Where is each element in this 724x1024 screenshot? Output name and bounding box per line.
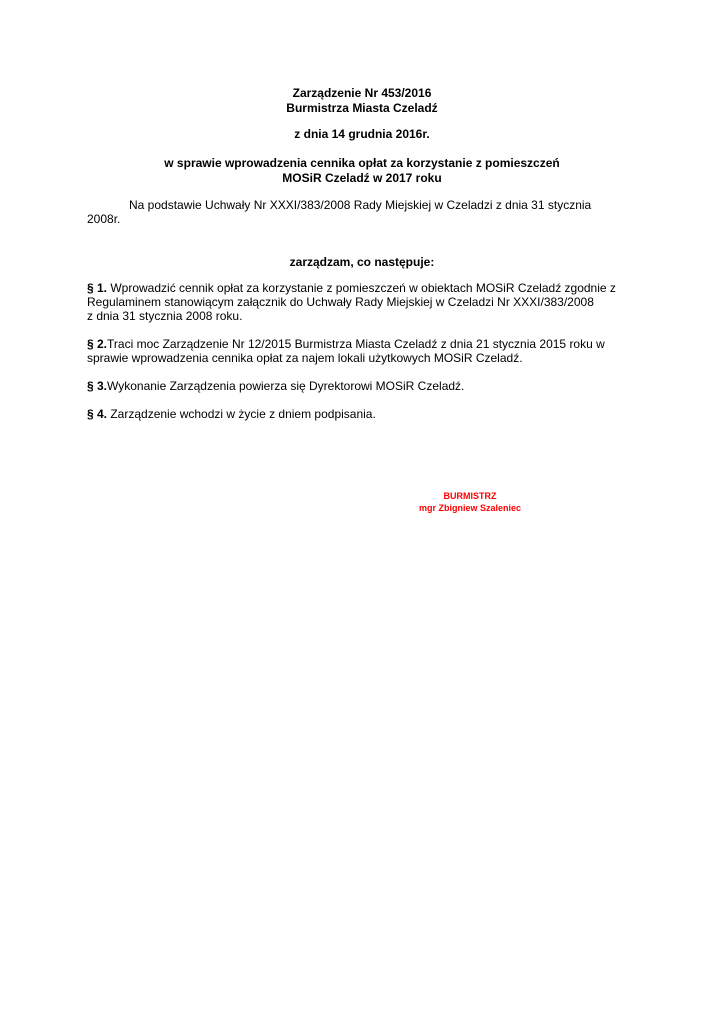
section-1-line3: z dnia 31 stycznia 2008 roku. (87, 309, 243, 323)
section-4-text: Zarządzenie wchodzi w życie z dniem podpisania. (107, 407, 376, 421)
section-2-label: § 2. (87, 337, 108, 351)
document-subject-line2: MOSiR Czeladź w 2017 roku (282, 171, 442, 185)
signature-name: mgr Zbigniew Szaleniec (418, 503, 522, 513)
section-3-label: § 3. (87, 379, 108, 393)
signature-title: BURMISTRZ (443, 491, 497, 501)
section-1 (87, 281, 647, 323)
section-1-text: Wprowadzić cennik opłat za korzystanie z pomieszczeń w obiektach MOSiR Czeladź zgodnie z (107, 281, 616, 295)
signature-block (400, 490, 540, 514)
section-2-line2: sprawie wprowadzenia cennika opłat za najem lokali użytkowych MOSiR Czeladź. (87, 351, 523, 365)
section-2-text: Traci moc Zarządzenie Nr 12/2015 Burmistrza Miasta Czeladź z dnia 21 stycznia 2015 roku w (107, 337, 605, 351)
section-4-label: § 4. (87, 407, 108, 421)
section-3-text: Wykonanie Zarządzenia powierza się Dyrektorowi MOSiR Czeladź. (107, 379, 465, 393)
section-1-label: § 1. (87, 281, 108, 295)
section-4 (87, 407, 647, 421)
document-date: z dnia 14 grudnia 2016r. (294, 127, 430, 141)
preamble-line1: Na podstawie Uchwały Nr XXXI/383/2008 Rady Miejskiej w Czeladzi z dnia 31 stycznia (129, 198, 592, 212)
document-subject-line1: w sprawie wprowadzenia cennika opłat za korzystanie z pomieszczeń (164, 156, 560, 170)
document-title: Zarządzenie Nr 453/2016 (292, 86, 432, 100)
decision-statement: zarządzam, co następuje: (289, 255, 435, 269)
section-1-line2: Regulaminem stanowiącym załącznik do Uchwały Rady Miejskiej w Czeladzi Nr XXXI/383/2008 (87, 295, 594, 309)
section-2 (87, 337, 647, 365)
section-3 (87, 379, 647, 393)
document-issuer: Burmistrza Miasta Czeladź (286, 101, 438, 115)
preamble (87, 198, 647, 226)
preamble-line2: 2008r. (87, 212, 121, 226)
